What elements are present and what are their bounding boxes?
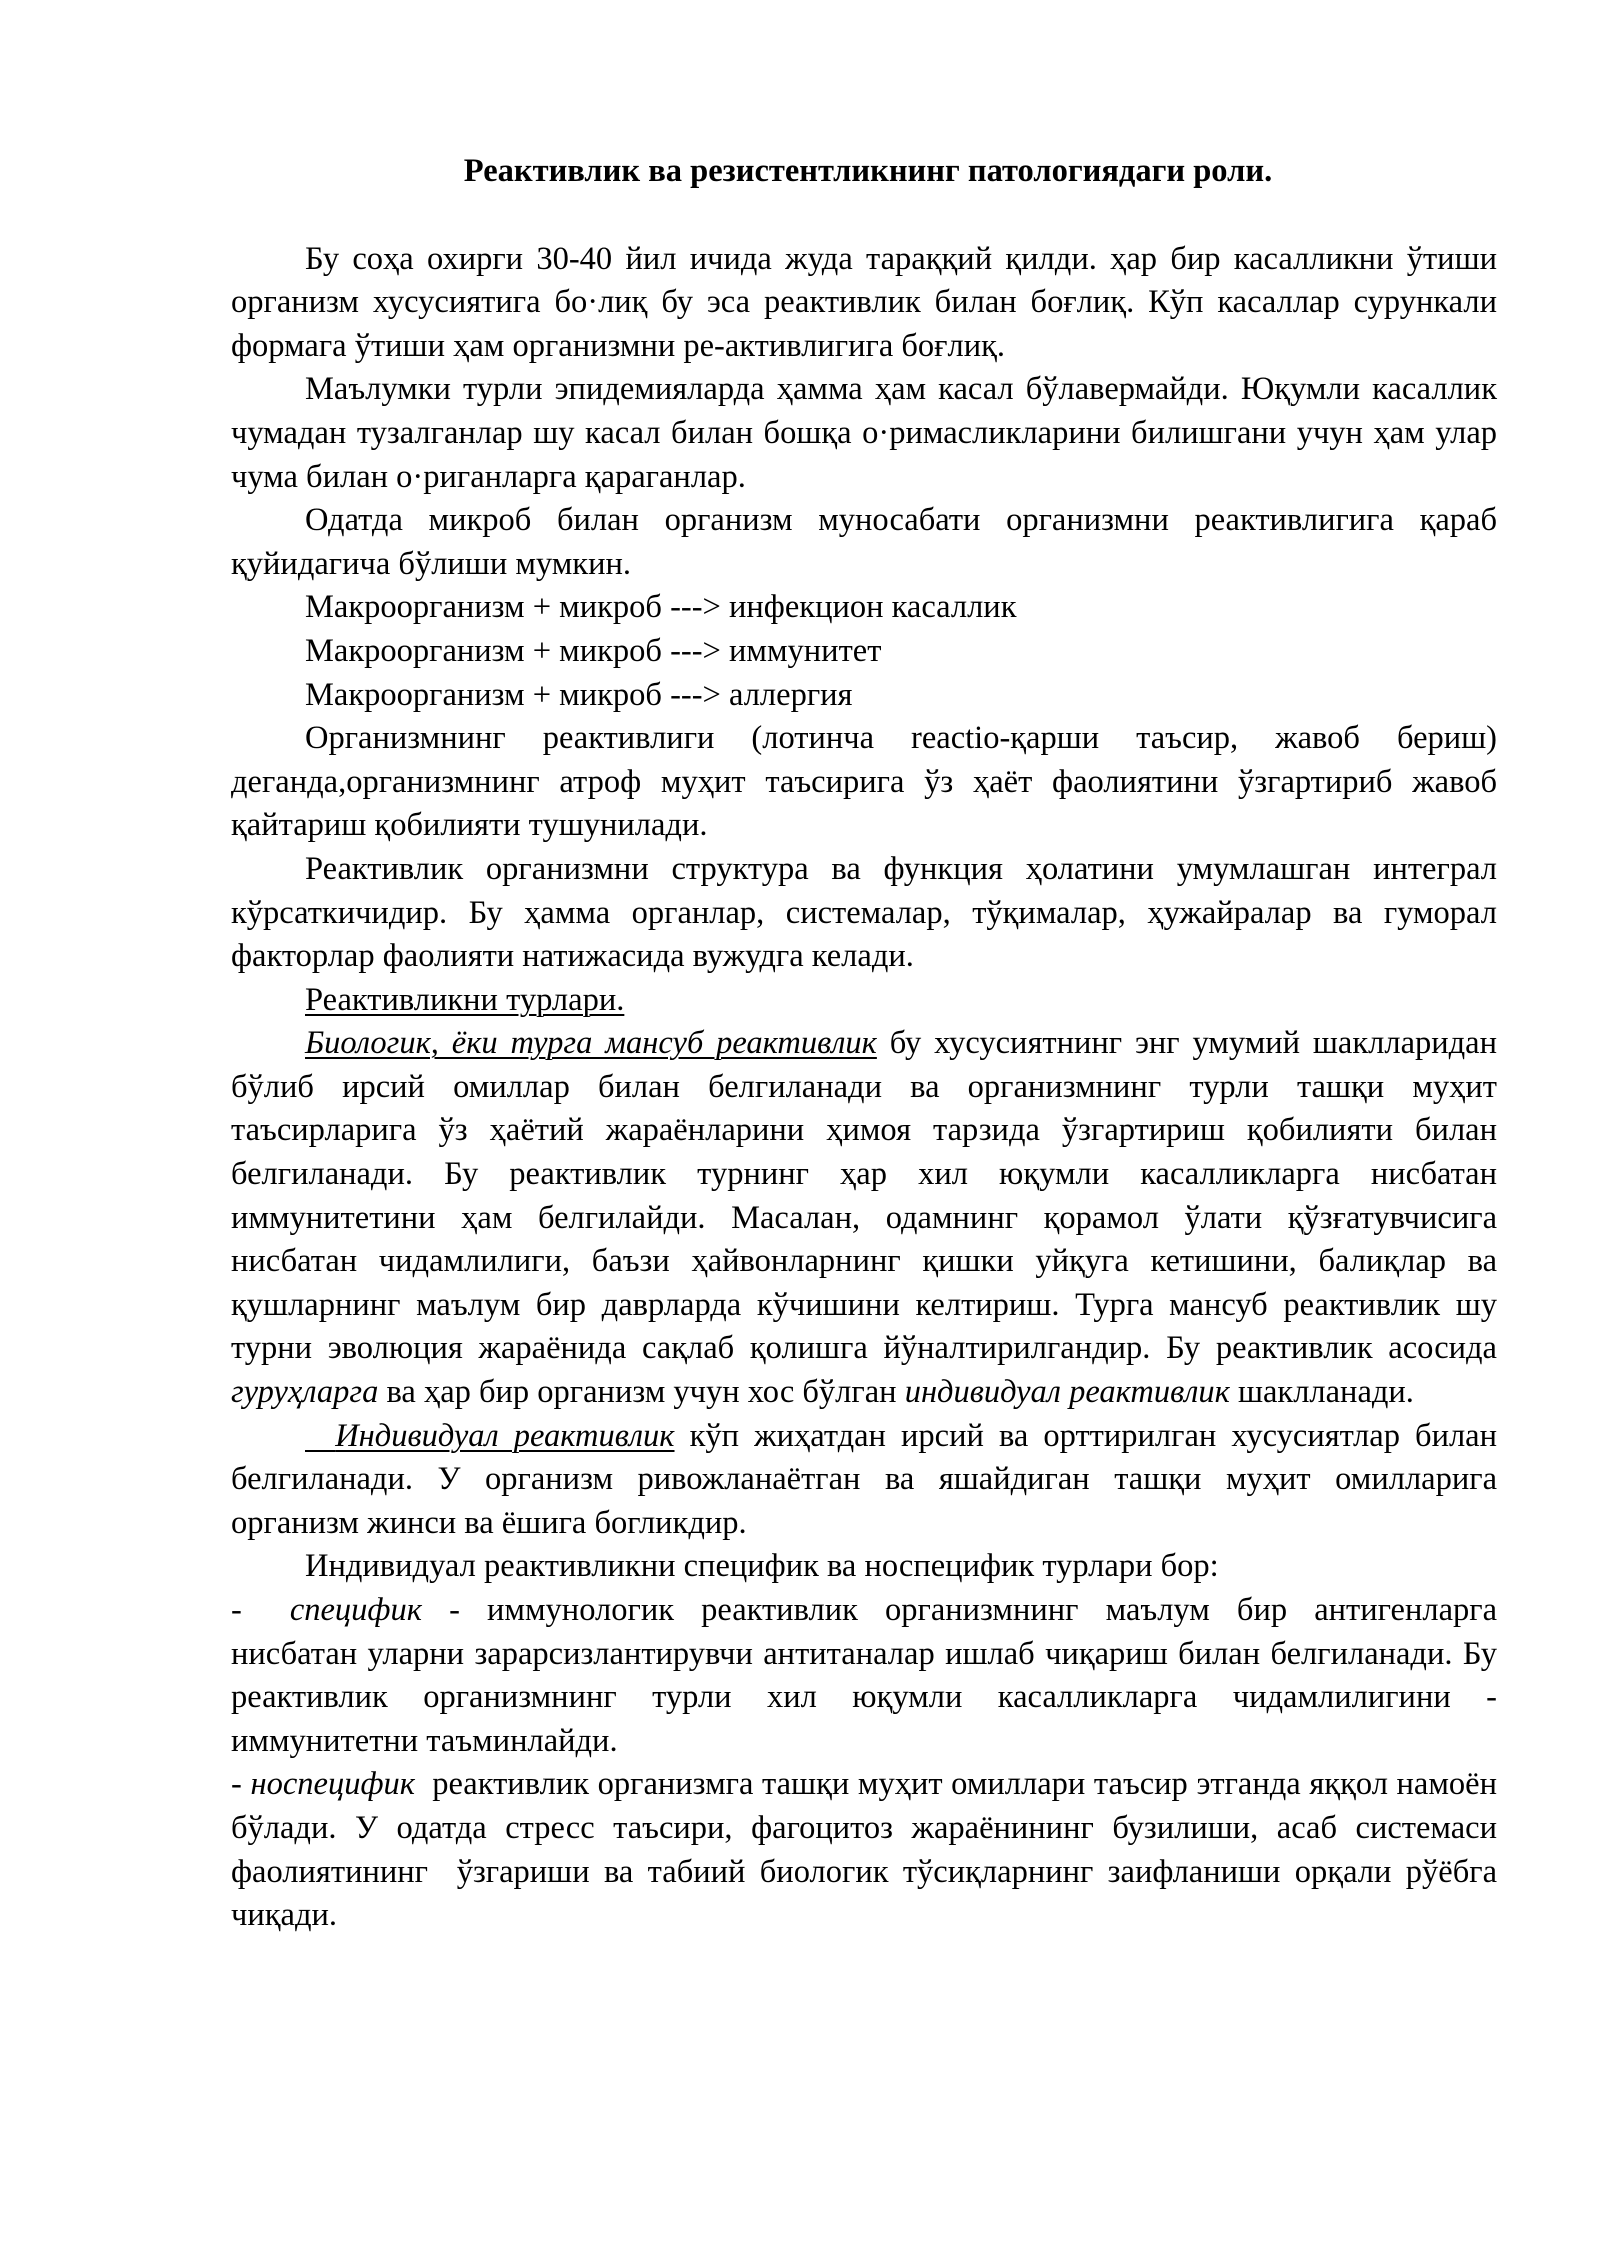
paragraph-reactivity-definition: Организмнинг реактивлиги (лотинча reactio-қарши таъсир, жавоб бериш) деганда,организмнинг атроф муҳит таъсирига ўз ҳаёт фаолиятини ўзгартириб жавоб қайтариш қобилияти тушунилади. <box>231 720 1497 844</box>
document-body <box>231 150 1506 1938</box>
list-dash: - <box>231 1766 251 1803</box>
paragraph-biological-reactivity <box>231 1022 1497 1414</box>
list-item-specific <box>231 1589 1497 1763</box>
list-item-nonspecific <box>231 1763 1506 1937</box>
paragraph-integral-indicator: Реактивлик организмни структура ва функция ҳолатини умумлашган интеграл кўрсаткичидир. Бу ҳамма органлар, системалар, тўқималар, ҳужайралар ва гуморал факторлар фаолияти натижасида вужудга келади. <box>231 850 1497 975</box>
paragraph-epidemics: Маълумки турли эпидемияларда ҳамма ҳам касал бўлавермайди. Юқумли касаллик чумадан тузалганлар шу касал билан бошқа о·римасликларини билишгани учун ҳам улар чума билан о·риганларга қараганлар. <box>231 371 1497 495</box>
document-title: Реактивлик ва резистентликнинг патологиядаги роли. <box>463 153 1273 189</box>
section-heading-text: Реактивликни турлари. <box>305 981 625 1018</box>
scheme-line-immunity: Макроорганизм + микроб ---> иммунитет <box>305 632 882 669</box>
list-dash: - <box>231 1592 242 1628</box>
paragraph-text: ва ҳар бир организм учун хос бўлган <box>378 1374 905 1411</box>
term-biological-reactivity: Биологик, ёки турга мансуб реактивлик <box>305 1025 877 1062</box>
paragraph-text: кўп жиҳатдан ирсий ва орттирилган хусусиятлар билан белгиланади. У организм ривожланаётган ва яшайдиган ташқи муҳит омилларига организм жинси ва ёшига богликдир. <box>231 1417 1498 1541</box>
paragraph-text: - иммунологик реактивлик организмнинг маълум бир антигенларга нисбатан уларни зарарсизлантирувчи антитаналар ишлаб чиқариш билан белгиланади. Бу реактивлик организмнинг турли хил юқумли касалликларга чидамлилигини - иммунитетни таъминлайди. <box>231 1592 1497 1759</box>
term-groups: гуруҳларга <box>231 1374 379 1411</box>
paragraph-text: бу хусусиятнинг энг умумий шаклларидан бўлиб ирсий омиллар билан белгиланади ва организмнинг турли ташқи муҳит таъсирларига ўз ҳаётий жараёнларини ҳимоя тарзида ўзгартириш қобилияти билан белгиланади. Бу реактивлик турнинг ҳар хил юқумли касалликларга нисбатан иммунитетини ҳам белгилайди. Масалан, одамнинг қорамол ўлати қўзғатувчисига нисбатан чидамлилиги, баъзи ҳайвонларнинг қишки уйқуга кетишини, балиқлар ва қушларнинг маълум бир даврларда кўчишини келтириш. Турга мансуб реактивлик шу турни эволюция жараёнида сақлаб қолишга йўналтирилгандир. Бу реактивлик асосида <box>231 1025 1497 1367</box>
scheme-line-allergy: Макроорганизм + микроб ---> аллергия <box>305 676 853 713</box>
paragraph-types-list-intro: Индивидуал реактивликни специфик ва носпецифик турлари бор: <box>305 1548 1219 1585</box>
term-specific: специфик <box>289 1592 422 1628</box>
paragraph-text: шаклланади. <box>1229 1374 1414 1411</box>
paragraph-text: реактивлик организмга ташқи муҳит омиллари таъсир этганда яққол намоён бўлади. У одатда стресс таъсири, фагоцитоз жараёнининг бузилиши, асаб системаси фаолиятининг ўзгариши ва табиий биологик тўсиқларнинг заифланиши орқали рўёбга чиқади. <box>231 1766 1506 1934</box>
paragraph-relationship: Одатда микроб билан организм муносабати организмни реактивлигига қараб қуйидагича бўлиши мумкин. <box>231 502 1497 582</box>
paragraph-individual-reactivity <box>231 1415 1497 1546</box>
term-individual-reactivity-inline: индивидуал реактивлик <box>904 1374 1230 1411</box>
underline-lead <box>305 1418 335 1454</box>
term-nonspecific: носпецифик <box>250 1766 415 1803</box>
section-heading-types <box>231 979 1497 1023</box>
term-individual-reactivity: Индивидуал реактивлик <box>335 1417 675 1454</box>
scheme-line-infection: Макроорганизм + микроб ---> инфекцион касаллик <box>305 589 1017 626</box>
paragraph-intro: Бу соҳа охирги 30-40 йил ичида жуда тараққий қилди. ҳар бир касалликни ўтиши организм хусусиятига бо·лиқ бу эса реактивлик билан боғлиқ. Кўп касаллар сурункали формага ўтиши ҳам организмни ре-активлигига боғлиқ. <box>231 240 1497 364</box>
